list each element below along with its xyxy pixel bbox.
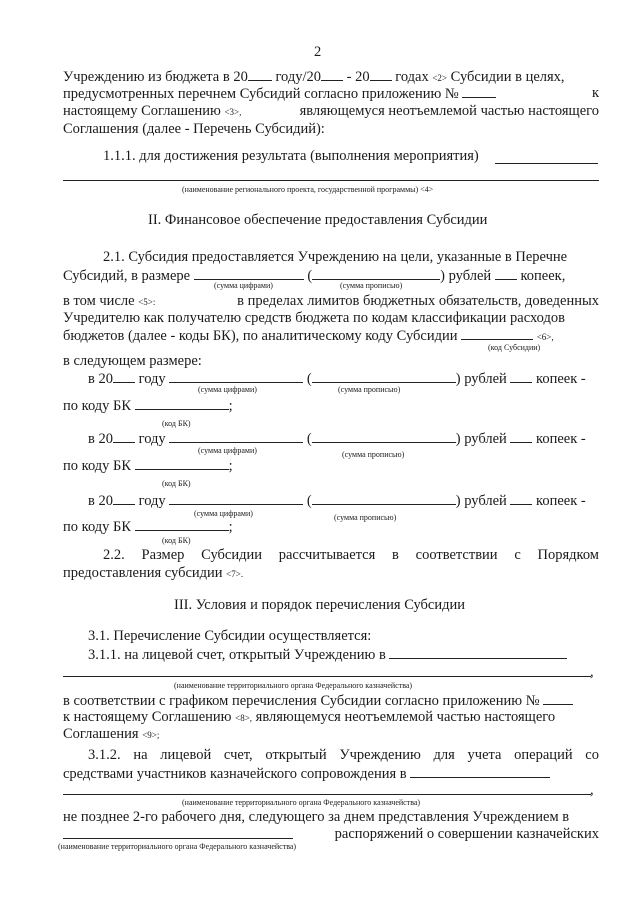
- paragraph-line: бюджетов (далее - коды БК), по аналитическому коду Субсидии <6>,: [63, 328, 554, 344]
- clause-1-1-1: 1.1.1. для достижения результата (выполнения мероприятия): [103, 148, 479, 164]
- paragraph-line: Учреждению из бюджета в 20 году/20 - 20 годах <2> Субсидии в целях,: [63, 69, 565, 85]
- caption: (сумма цифрами): [214, 281, 273, 290]
- bk-row: по коду БК ;: [63, 398, 233, 414]
- section-heading: II. Финансовое обеспечение предоставления Субсидии: [148, 212, 488, 228]
- paragraph-line: не позднее 2-го рабочего дня, следующего за днем представления Учреждением в: [63, 809, 570, 825]
- paragraph-line: 3.1. Перечисление Субсидии осуществляется:: [88, 628, 372, 644]
- caption: (сумма прописью): [334, 513, 397, 522]
- caption: (наименование территориального органа Федерального казначейства): [174, 681, 413, 690]
- paragraph-line: 3.1.1. на лицевой счет, открытый Учреждению в: [88, 646, 567, 664]
- paragraph-line: предоставления субсидии <7>.: [63, 565, 244, 581]
- caption: (код БК): [162, 536, 191, 545]
- year-row: в 20 году ( ) рублей копеек -: [88, 371, 586, 387]
- paragraph-line: Субсидий, в размере ( ) рублей копеек,: [63, 268, 566, 284]
- page-number: 2: [314, 44, 322, 60]
- caption: (наименование территориального органа Федерального казначейства): [58, 842, 297, 851]
- section-heading: III. Условия и порядок перечисления Субсидии: [174, 597, 466, 613]
- paragraph-line: в следующем размере:: [63, 353, 202, 369]
- paragraph-line: к настоящему Соглашению <8>, являющемуся неотъемлемой частью настоящего: [63, 709, 556, 725]
- paragraph-line: в соответствии с графиком перечисления Субсидии согласно приложению №: [63, 692, 599, 710]
- caption: (код БК): [162, 419, 191, 428]
- caption: (сумма цифрами): [194, 509, 253, 518]
- caption: (сумма прописью): [340, 281, 403, 290]
- caption: (сумма цифрами): [198, 385, 257, 394]
- paragraph-line: настоящему Соглашению <3>, являющемуся неотъемлемой частью настоящего: [63, 103, 599, 119]
- paragraph-line: Соглашения <9>;: [63, 726, 160, 742]
- paragraph-line: в том числе <5>: в пределах лимитов бюджетных обязательств, доведенных: [63, 293, 599, 309]
- paragraph-line: 2.2. Размер Субсидии рассчитывается в соответствии с Порядком: [103, 547, 599, 563]
- paragraph-line: Учредителю как получателю средств бюджета по кодам классификации расходов: [63, 310, 565, 326]
- year-row: в 20 году ( ) рублей копеек -: [88, 431, 586, 447]
- paragraph-line: 2.1. Субсидия предоставляется Учреждению на цели, указанные в Перечне: [103, 249, 568, 265]
- caption: (код Субсидии): [488, 343, 541, 352]
- paragraph-line: распоряжений о совершении казначейских: [63, 826, 599, 844]
- paragraph-line: предусмотренных перечнем Субсидий согласно приложению № к: [63, 85, 599, 102]
- caption: (наименование регионального проекта, государственной программы) <4>: [182, 185, 434, 194]
- caption: (наименование территориального органа Федерального казначейства): [182, 798, 421, 807]
- paragraph-line: Соглашения (далее - Перечень Субсидий):: [63, 121, 325, 137]
- caption: (сумма цифрами): [198, 446, 257, 455]
- bk-row: по коду БК ;: [63, 458, 233, 474]
- caption: (сумма прописью): [342, 450, 405, 459]
- caption: (код БК): [162, 479, 191, 488]
- paragraph-line: средствами участников казначейского сопровождения в: [63, 765, 550, 783]
- paragraph-line: 3.1.2. на лицевой счет, открытый Учреждению для учета операций со: [88, 747, 599, 763]
- bk-row: по коду БК ;: [63, 519, 233, 535]
- year-row: в 20 году ( ) рублей копеек -: [88, 493, 586, 509]
- caption: (сумма прописью): [338, 385, 401, 394]
